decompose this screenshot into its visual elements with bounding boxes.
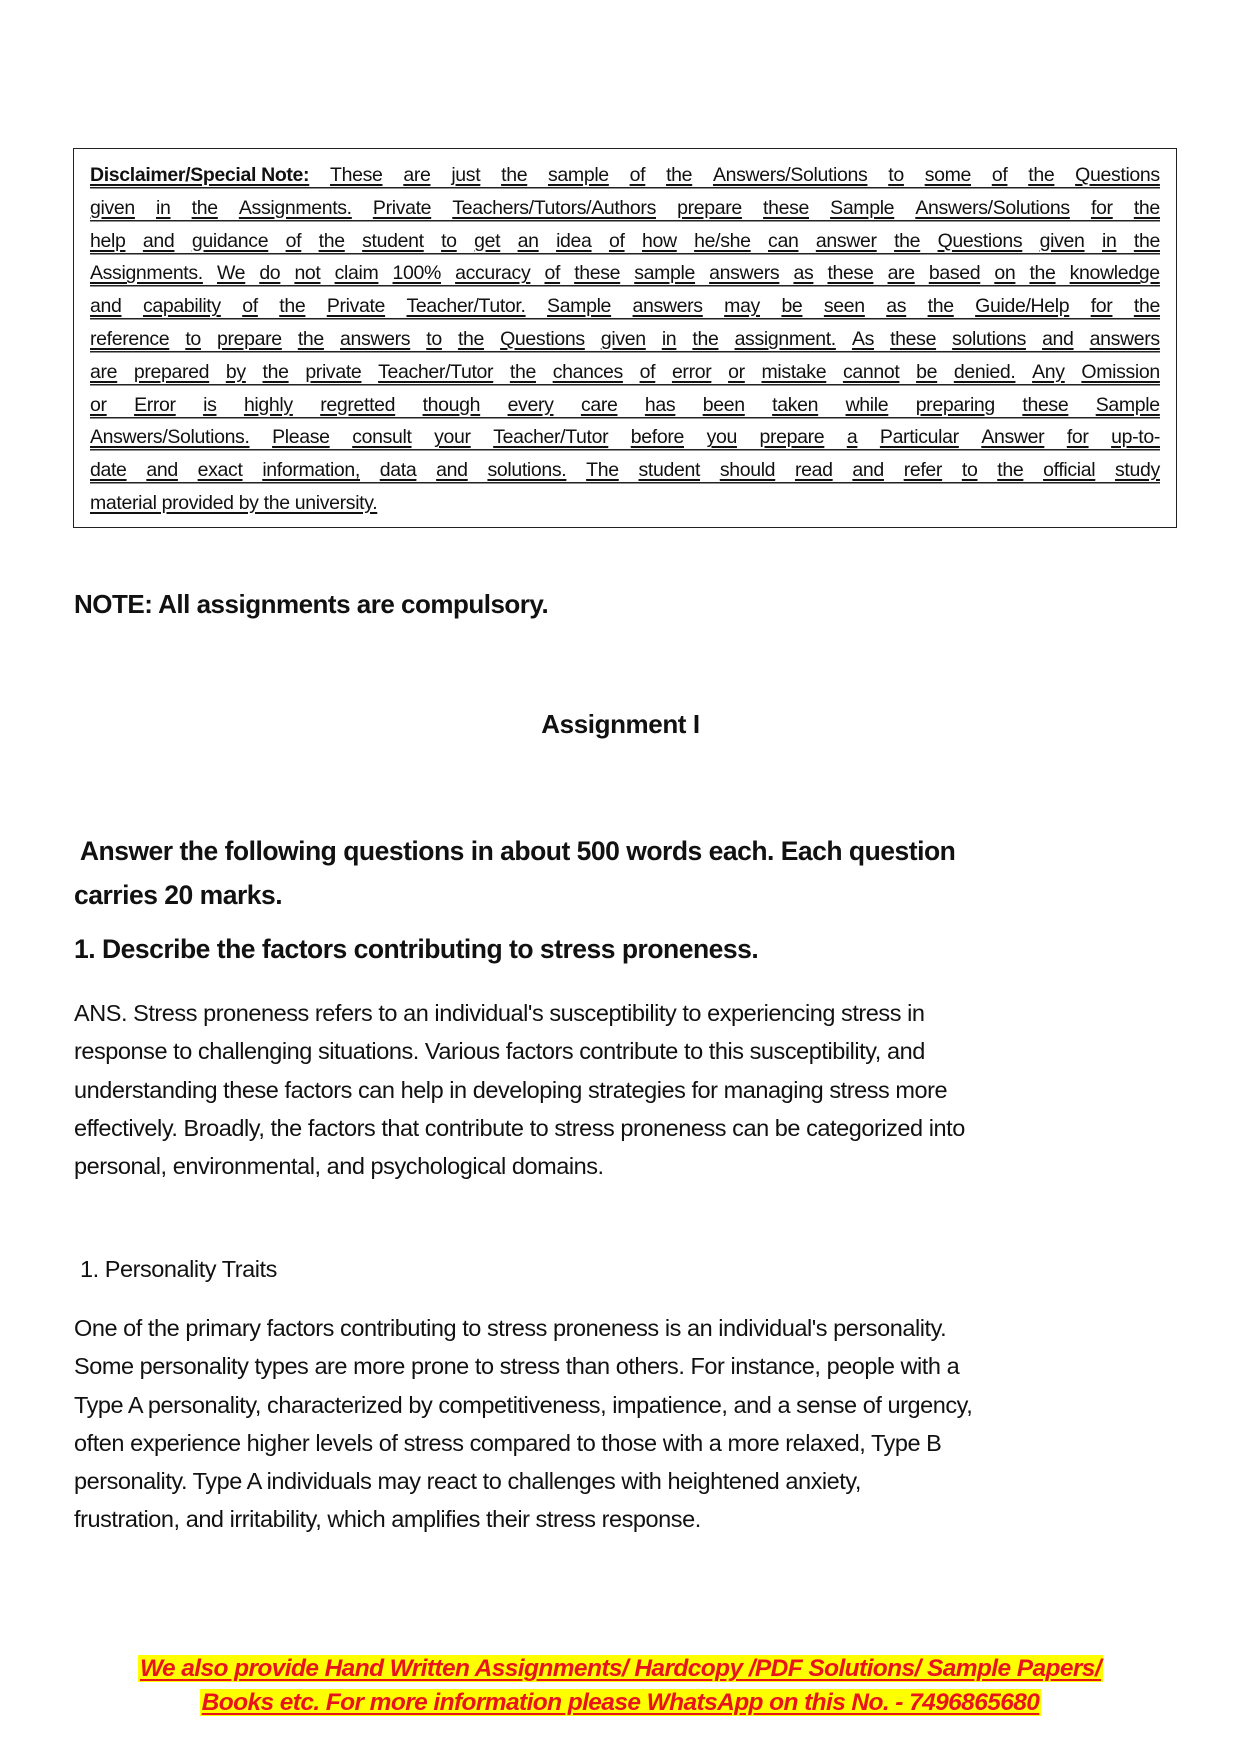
disclaimer-word: student [362, 229, 424, 252]
disclaimer-word: the [297, 327, 324, 350]
assignment-title: Assignment I [541, 709, 700, 739]
disclaimer-word: up-to- [1111, 426, 1160, 449]
promo-line: We also provide Hand Written Assignments/ Hardcopy /PDF Solutions/ Sample Papers/ [139, 1655, 1102, 1682]
disclaimer-line [90, 257, 1160, 290]
disclaimer-word: prepare [677, 196, 742, 219]
disclaimer-word: regretted [320, 393, 396, 416]
disclaimer-word: help [90, 229, 126, 252]
section-subheading: 1. Personality Traits [80, 1256, 277, 1282]
disclaimer-word: accuracy [455, 262, 531, 285]
disclaimer-word: is [203, 393, 217, 416]
disclaimer-word: Teachers/Tutors/Authors [452, 196, 656, 219]
disclaimer-word: the [318, 229, 345, 252]
disclaimer-word: and [436, 459, 468, 482]
disclaimer-word: the [457, 327, 485, 350]
disclaimer-word: Sample [1095, 393, 1160, 416]
disclaimer-word: should [719, 459, 776, 482]
disclaimer-word: chances [552, 360, 623, 383]
disclaimer-word: solutions. [487, 459, 567, 482]
disclaimer-word: Please [272, 426, 330, 449]
answer-line: ANS. Stress proneness refers to an individual's susceptibility to experiencing stress in [74, 1000, 925, 1026]
disclaimer-word: taken [772, 393, 819, 416]
disclaimer-word: as [886, 295, 907, 318]
disclaimer-word: to [888, 164, 904, 186]
disclaimer-word: consult [352, 426, 412, 449]
disclaimer-word: the [997, 459, 1024, 482]
disclaimer-line [90, 421, 1160, 454]
disclaimer-word: Assignments. [238, 196, 352, 219]
disclaimer-word: reference [90, 327, 170, 350]
disclaimer-word: these [763, 196, 809, 219]
answer-paragraph [74, 994, 1164, 1185]
disclaimer-line [90, 192, 1160, 225]
disclaimer-word: in [661, 327, 677, 350]
disclaimer-word: of [242, 295, 258, 318]
disclaimer-word: Answers/Solutions [915, 196, 1070, 219]
disclaimer-word: These [330, 164, 383, 186]
disclaimer-word: or [90, 393, 107, 416]
disclaimer-word: highly [243, 393, 293, 416]
disclaimer-word: and [142, 229, 175, 252]
disclaimer-word: by [225, 360, 246, 383]
disclaimer-word: Teacher/Tutor. [406, 295, 526, 318]
disclaimer-word: the [927, 295, 954, 318]
disclaimer-word: answers [709, 262, 780, 285]
disclaimer-word: not [294, 262, 321, 285]
disclaimer-word: has [644, 393, 676, 416]
disclaimer-word: every [507, 393, 554, 416]
disclaimer-word: are [90, 360, 118, 383]
disclaimer-word: these [1022, 393, 1069, 416]
paragraph-line: Some personality types are more prone to stress than others. For instance, people with a [74, 1353, 960, 1380]
disclaimer-word: to [185, 327, 201, 350]
disclaimer-word: answers [340, 327, 411, 350]
disclaimer-word: error [671, 360, 712, 383]
disclaimer-word: sample [634, 262, 696, 285]
disclaimer-word: the [894, 229, 921, 252]
answer-line: personal, environmental, and psychological domains. [74, 1153, 604, 1180]
disclaimer-word: may [724, 295, 760, 318]
disclaimer-word: Questions [500, 327, 585, 350]
disclaimer-word: and [90, 295, 122, 318]
disclaimer-word: while [845, 393, 889, 416]
disclaimer-word: be [916, 360, 938, 383]
disclaimer-word: the [1133, 229, 1160, 252]
disclaimer-word: the [509, 360, 536, 383]
disclaimer-word: for [1090, 196, 1113, 219]
disclaimer-word: in [1101, 229, 1117, 252]
disclaimer-word: care [580, 393, 618, 416]
paragraph-line: One of the primary factors contributing to stress proneness is an individual's personality. [74, 1315, 947, 1341]
disclaimer-word: of [608, 229, 625, 252]
disclaimer-word: been [702, 393, 745, 416]
compulsory-note: NOTE: All assignments are compulsory. [74, 589, 549, 619]
disclaimer-word: As [851, 327, 875, 350]
disclaimer-word: and [1042, 327, 1074, 350]
disclaimer-word: for [1066, 426, 1089, 449]
disclaimer-word: how [641, 229, 677, 252]
disclaimer-word: a [846, 426, 858, 449]
disclaimer-word: just [451, 164, 481, 186]
disclaimer-word: of [629, 164, 646, 186]
disclaimer-word: study [1115, 459, 1160, 482]
disclaimer-word: sample [548, 164, 609, 186]
disclaimer-word: the [262, 360, 289, 383]
disclaimer-word: Particular [879, 426, 959, 449]
disclaimer-word: Omission [1081, 360, 1160, 383]
disclaimer-line [90, 454, 1160, 487]
disclaimer-word: assignment. [734, 327, 836, 350]
disclaimer-word: the [1029, 262, 1056, 285]
disclaimer-word: official [1043, 459, 1096, 482]
disclaimer-label: Disclaimer/Special Note: [90, 164, 310, 186]
disclaimer-word: solutions [952, 327, 1026, 350]
disclaimer-word: he/she [694, 229, 751, 252]
disclaimer-box [73, 148, 1177, 528]
disclaimer-word: given [600, 327, 646, 350]
disclaimer-word: your [434, 426, 471, 449]
disclaimer-word: the [279, 295, 306, 318]
disclaimer-word: these [574, 262, 621, 285]
disclaimer-word: and [146, 459, 178, 482]
disclaimer-word: to [441, 229, 457, 252]
disclaimer-word: for [1090, 295, 1113, 318]
disclaimer-word: idea [556, 229, 592, 252]
disclaimer-word: Answers/Solutions [712, 164, 868, 186]
disclaimer-line [90, 290, 1160, 323]
disclaimer-word: to [961, 459, 978, 482]
disclaimer-word: We [216, 262, 246, 285]
disclaimer-line [90, 487, 1160, 520]
disclaimer-word: claim [334, 262, 379, 285]
disclaimer-word: guidance [191, 229, 269, 252]
disclaimer-word: the [1028, 164, 1055, 186]
disclaimer-word: these [890, 327, 937, 350]
disclaimer-word: Private [372, 196, 432, 219]
disclaimer-word: given [1039, 229, 1085, 252]
disclaimer-word: student [638, 459, 701, 482]
disclaimer-word: date [90, 459, 127, 482]
disclaimer-word: on [994, 262, 1016, 285]
paragraph-line: Type A personality, characterized by competitiveness, impatience, and a sense of urgency, [74, 1391, 973, 1418]
disclaimer-word: Questions [937, 229, 1023, 252]
disclaimer-word: Teacher/Tutor [378, 360, 494, 383]
disclaimer-word: Assignments. [90, 262, 203, 285]
disclaimer-word: can [768, 229, 799, 252]
disclaimer-word: capability [142, 295, 221, 318]
disclaimer-word: seen [823, 295, 865, 318]
disclaimer-word: Sample [547, 295, 612, 318]
disclaimer-word: read [794, 459, 833, 482]
disclaimer-word: are [887, 262, 915, 285]
disclaimer-line [90, 159, 1160, 192]
disclaimer-word: be [781, 295, 803, 318]
disclaimer-line [90, 356, 1160, 389]
disclaimer-word: in [156, 196, 171, 219]
disclaimer-word: or [728, 360, 745, 383]
disclaimer-word: are [403, 164, 431, 186]
disclaimer-word: of [544, 262, 561, 285]
disclaimer-word: though [422, 393, 481, 416]
answer-line: understanding these factors can help in developing strategies for managing stress more [74, 1076, 948, 1103]
paragraph-line: personality. Type A individuals may react to challenges with heightened anxiety, [74, 1468, 861, 1495]
disclaimer-word: Guide/Help [975, 295, 1070, 318]
disclaimer-word: Sample [830, 196, 895, 219]
disclaimer-word: the [1133, 295, 1160, 318]
disclaimer-word: answer [815, 229, 877, 252]
disclaimer-word: the [666, 164, 693, 186]
disclaimer-word: Private [326, 295, 386, 318]
disclaimer-word: given [90, 196, 135, 219]
promo-footer [0, 1652, 1241, 1720]
instruction-heading [74, 829, 1154, 917]
disclaimer-word: Questions [1075, 164, 1160, 186]
disclaimer-word: refer [903, 459, 943, 482]
disclaimer-word: data [379, 459, 417, 482]
disclaimer-word: prepare [759, 426, 825, 449]
disclaimer-line [90, 389, 1160, 422]
disclaimer-word: an [517, 229, 539, 252]
disclaimer-word: preparing [915, 393, 995, 416]
instruction-line: Answer the following questions in about 500 words each. Each question [74, 836, 956, 866]
disclaimer-word: mistake [761, 360, 827, 383]
disclaimer-word: answers [632, 295, 703, 318]
disclaimer-word: exact [197, 459, 243, 482]
paragraph-line: often experience higher levels of stress compared to those with a more relaxed, Type B [74, 1429, 942, 1456]
disclaimer-word: of [285, 229, 302, 252]
disclaimer-word: information, [262, 459, 360, 482]
disclaimer-word: before [630, 426, 684, 449]
promo-line: Books etc. For more information please WhatsApp on this No. - 7496865680 [201, 1689, 1040, 1716]
disclaimer-word: the [191, 196, 218, 219]
disclaimer-word: as [793, 262, 814, 285]
paragraph-line: frustration, and irritability, which amplifies their stress response. [74, 1506, 701, 1533]
question-heading: 1. Describe the factors contributing to stress proneness. [74, 934, 759, 964]
disclaimer-word: cannot [842, 360, 900, 383]
disclaimer-word: Any [1032, 360, 1065, 383]
disclaimer-word: private [305, 360, 362, 383]
disclaimer-word: and [852, 459, 884, 482]
body-paragraph [74, 1309, 1164, 1539]
disclaimer-word: do [259, 262, 281, 285]
disclaimer-word: based [928, 262, 981, 285]
disclaimer-word: some [924, 164, 971, 186]
disclaimer-word: get [474, 229, 501, 252]
disclaimer-word: Error [134, 393, 176, 416]
disclaimer-word: Answers/Solutions. [90, 426, 250, 449]
instruction-line: carries 20 marks. [74, 880, 283, 910]
disclaimer-word: the [1133, 196, 1160, 219]
disclaimer-word: prepared [133, 360, 210, 383]
disclaimer-word: prepare [217, 327, 282, 350]
disclaimer-word: of [991, 164, 1008, 186]
disclaimer-word: of [639, 360, 656, 383]
answer-line: effectively. Broadly, the factors that contribute to stress proneness can be categorized into [74, 1114, 965, 1141]
answer-line: response to challenging situations. Various factors contribute to this susceptibility, and [74, 1038, 925, 1065]
disclaimer-word: The [586, 459, 619, 482]
disclaimer-line [90, 225, 1160, 258]
disclaimer-word: 100% [392, 262, 441, 285]
disclaimer-word: denied. [953, 360, 1016, 383]
disclaimer-word: the [692, 327, 719, 350]
disclaimer-word: answers [1089, 327, 1160, 350]
disclaimer-word: Teacher/Tutor [493, 426, 609, 449]
disclaimer-word: these [827, 262, 874, 285]
disclaimer-word: knowledge [1069, 262, 1160, 285]
disclaimer-word: you [706, 426, 737, 449]
disclaimer-word: the [501, 164, 528, 186]
disclaimer-text: material provided by the university. [90, 491, 378, 514]
disclaimer-word: Answer [981, 426, 1045, 449]
disclaimer-word: to [426, 327, 442, 350]
disclaimer-line [90, 323, 1160, 356]
